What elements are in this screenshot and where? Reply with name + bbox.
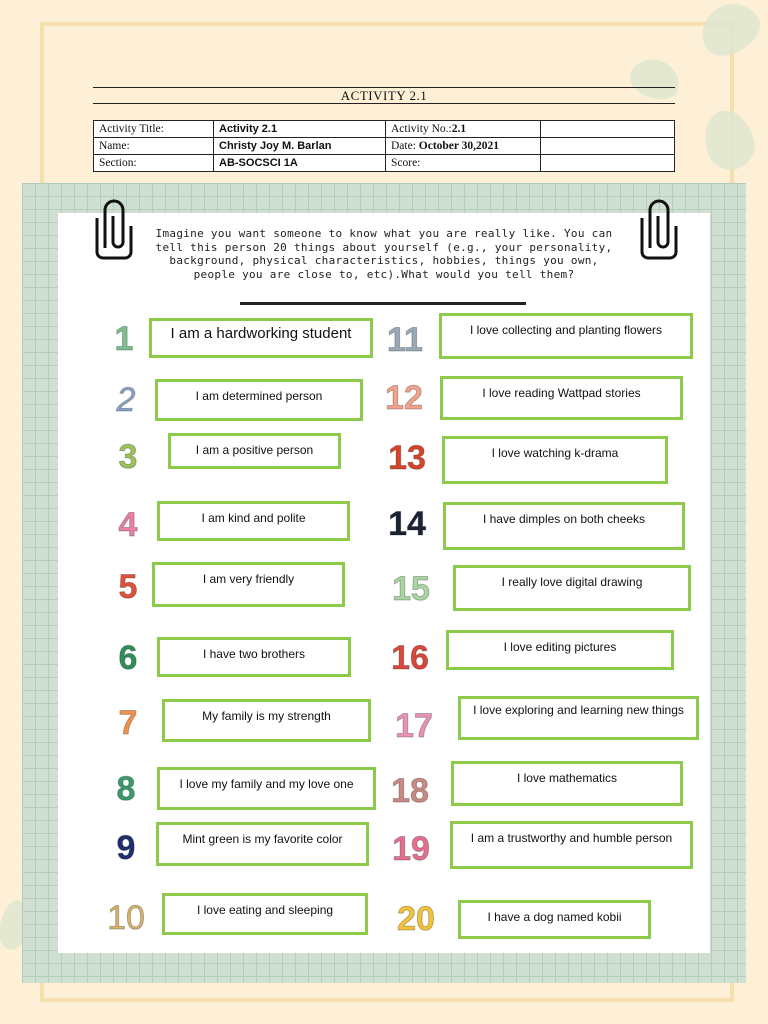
name-value: Christy Joy M. Barlan — [214, 138, 386, 155]
answer-box: Mint green is my favorite color — [156, 822, 369, 866]
item-number: 2 — [116, 381, 136, 419]
answer-box: I love mathematics — [451, 761, 683, 806]
answer-box: I am a hardworking student — [149, 318, 373, 358]
item-number: 7 — [118, 704, 138, 742]
answer-box: I am very friendly — [152, 562, 345, 607]
activity-title-value: Activity 2.1 — [214, 121, 386, 138]
item-number: 19 — [392, 830, 430, 868]
date-cell — [386, 138, 541, 155]
section-value: AB-SOCSCI 1A — [214, 155, 386, 172]
item-number: 17 — [395, 707, 433, 745]
date-label: Date: — [391, 139, 416, 152]
item-number: 12 — [385, 379, 423, 417]
activity-title-label: Activity Title: — [94, 121, 214, 138]
item-number: 1 — [114, 320, 134, 358]
answer-box: I really love digital drawing — [453, 565, 691, 611]
empty-cell — [541, 155, 675, 172]
item-number: 16 — [391, 639, 429, 677]
score-label: Score: — [391, 156, 421, 169]
answer-box: I am determined person — [155, 379, 363, 421]
item-number: 5 — [118, 568, 138, 606]
answer-box: I love eating and sleeping — [162, 893, 368, 935]
answer-box: I am a positive person — [168, 433, 341, 469]
empty-cell — [541, 121, 675, 138]
item-number: 6 — [118, 639, 138, 677]
answer-box: I am a trustworthy and humble person — [450, 821, 693, 869]
item-number: 20 — [397, 900, 435, 938]
item-number: 9 — [116, 829, 136, 867]
section-label: Section: — [94, 155, 214, 172]
activity-title: ACTIVITY 2.1 — [340, 88, 428, 103]
activity-no-cell — [386, 121, 541, 138]
score-cell — [386, 155, 541, 172]
item-number: 13 — [388, 439, 426, 477]
answer-box: I love editing pictures — [446, 630, 674, 670]
answer-box: I love collecting and planting flowers — [439, 313, 693, 359]
item-number: 3 — [118, 438, 138, 476]
item-number: 11 — [387, 321, 423, 359]
item-number: 15 — [392, 570, 430, 608]
answer-box: I have dimples on both cheeks — [443, 502, 685, 550]
frame-line-top — [40, 22, 740, 26]
date-value: October 30,2021 — [418, 139, 500, 152]
leaf-decoration — [698, 105, 760, 175]
title-rule-bottom — [93, 103, 675, 104]
instructions-rule — [240, 302, 526, 305]
paper-clip-icon — [91, 196, 137, 262]
answer-box: I love watching k-drama — [442, 436, 668, 484]
answer-box: I love reading Wattpad stories — [440, 376, 683, 420]
name-label: Name: — [94, 138, 214, 155]
answer-box: I am kind and polite — [157, 501, 350, 541]
info-table — [93, 120, 675, 172]
answer-box: I love exploring and learning new things — [458, 696, 699, 740]
answer-box: I love my family and my love one — [157, 767, 376, 810]
item-number: 4 — [118, 506, 138, 544]
answer-box: I have two brothers — [157, 637, 351, 677]
answer-box: I have a dog named kobii — [458, 900, 651, 939]
empty-cell — [541, 138, 675, 155]
instructions-text: Imagine you want someone to know what you are really like. You can tell this person 20 things about yourself (e.g., your personality, background, physical characteristics, hobbies, things you own, people you are close to, etc).What would you tell them? — [155, 227, 613, 281]
item-number: 18 — [391, 772, 429, 810]
frame-line-bottom — [40, 998, 734, 1002]
activity-no-value: 2.1 — [451, 122, 467, 135]
paper-clip-icon — [636, 196, 682, 262]
answer-box: My family is my strength — [162, 699, 371, 742]
item-number: 14 — [388, 505, 426, 543]
item-number: 8 — [116, 770, 136, 808]
activity-no-label: Activity No.: — [391, 122, 452, 135]
item-number: 10 — [107, 899, 145, 937]
